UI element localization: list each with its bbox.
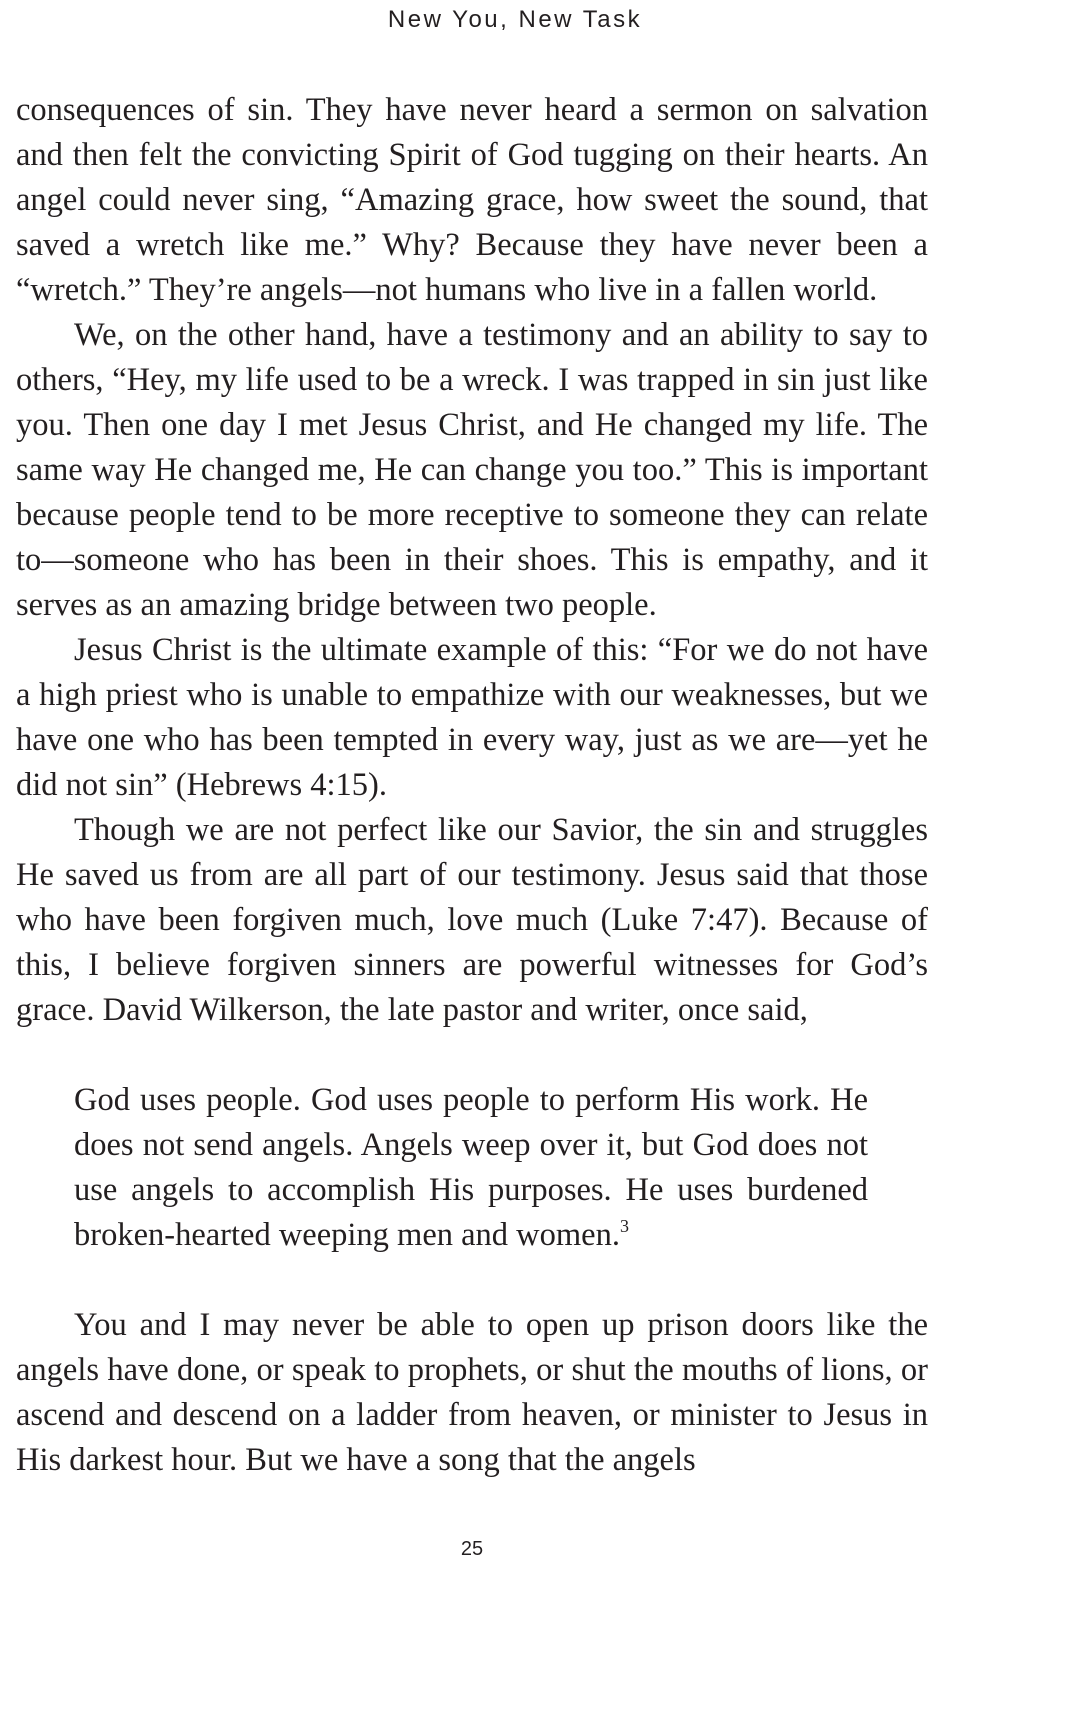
paragraph-continued: consequences of sin. They have never heard a sermon on salvation and then felt the convicting Spirit of God tugging on their hearts. An angel could never sing, “Amazing grace, how sweet the sound, that saved a wretch like me.” Why? Because they have never been a “wretch.” They’re angels—not humans who live in a fallen world. bbox=[16, 92, 928, 308]
body-text bbox=[16, 88, 928, 1483]
block-quote-text: God uses people. God uses people to perform His work. He does not send angels. Angels weep over it, but God does not use angels to accomplish His purposes. He uses burdened broken-hearted weeping men and women. bbox=[74, 1082, 868, 1253]
paragraph-jesus-example: Jesus Christ is the ultimate example of this: “For we do not have a high priest who is unable to empathize with our weaknesses, but we have one who has been tempted in every way, just as we are—yet he did not sin” (Hebrews 4:15). bbox=[16, 632, 928, 803]
footnote-marker: 3 bbox=[619, 1216, 629, 1236]
paragraph-forgiven-sinners: Though we are not perfect like our Savior, the sin and struggles He saved us from are all part of our testimony. Jesus said that those who have been forgiven much, love much (Luke 7:47). Because of this, I believe forgiven sinners are powerful witnesses for God’s grace. David Wilkerson, the late pastor and writer, once said, bbox=[16, 812, 928, 1028]
running-header-title: New You, New Task bbox=[387, 6, 643, 33]
paragraph-testimony: We, on the other hand, have a testimony and an ability to say to others, “Hey, my life used to be a wreck. I was trapped in sin just like you. Then one day I met Jesus Christ, and He changed my life. The same way He changed me, He can change you too.” This is important because people tend to be more receptive to someone they can relate to—someone who has been in their shoes. This is empathy, and it serves as an amazing bridge between two people. bbox=[16, 317, 928, 623]
page-number: 25 bbox=[460, 1538, 484, 1560]
paragraph-song: You and I may never be able to open up prison doors like the angels have done, or speak to prophets, or shut the mouths of lions, or ascend and descend on a ladder from heaven, or minister to Jesus in His darkest hour. But we have a song that the angels bbox=[16, 1307, 928, 1478]
block-quote-wilkerson bbox=[74, 1078, 868, 1258]
